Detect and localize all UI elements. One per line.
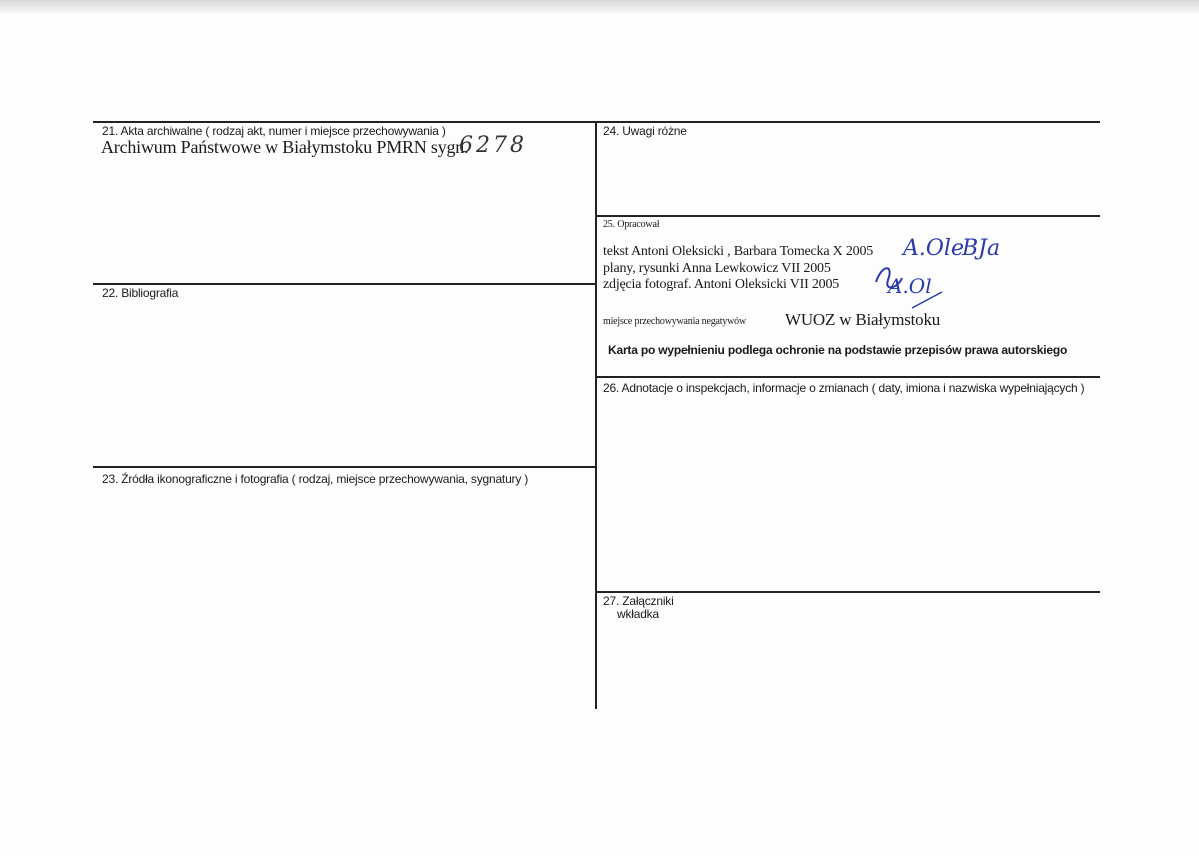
section-27-value: wkładka	[617, 607, 659, 621]
section-21-handwritten-number: 6278	[459, 133, 527, 158]
signature-3: A.Ol	[888, 274, 932, 298]
divider-27-top	[596, 591, 1100, 593]
signature-2: BJa	[962, 236, 1001, 261]
divider-26-top	[596, 376, 1100, 378]
divider-23-top	[93, 466, 596, 468]
section-23-label: 23. Źródła ikonograficzne i fotografia ( rodzaj, miejsce przechowywania, sygnatury )	[102, 472, 529, 486]
divider-21-top	[93, 121, 596, 123]
section-25-tekst: tekst Antoni Oleksicki , Barbara Tomecka X 2005	[603, 244, 874, 259]
signature-scribbles	[872, 258, 952, 318]
section-25-plany: plany, rysunki Anna Lewkowicz VII 2005	[603, 261, 831, 276]
divider-22-top	[93, 283, 596, 285]
section-25-label: 25. Opracował	[603, 219, 660, 230]
section-25-negatywy-label: miejsce przechowywania negatywów	[603, 316, 746, 327]
section-25-zdjecia: zdjęcia fotograf. Antoni Oleksicki VII 2005	[603, 277, 840, 292]
section-21-value: Archiwum Państwowe w Białymstoku PMRN sygn.	[101, 137, 469, 157]
section-27-label: 27. Załączniki	[603, 594, 674, 608]
section-24-label: 24. Uwagi różne	[603, 124, 687, 138]
section-25-negatywy-value: WUOZ w Białymstoku	[785, 310, 941, 329]
section-26-label: 26. Adnotacje o inspekcjach, informacje o zmianach ( daty, imiona i nazwiska wypełniających )	[603, 381, 1085, 395]
signature-1: A.Ole	[903, 236, 964, 261]
divider-25-top	[596, 215, 1100, 217]
divider-24-top	[596, 121, 1100, 123]
section-22-label: 22. Bibliografia	[102, 286, 179, 300]
scan-edge-shadow	[0, 0, 1199, 14]
copyright-notice: Karta po wypełnieniu podlega ochronie na podstawie przepisów prawa autorskiego	[608, 343, 1068, 357]
column-divider	[595, 121, 597, 709]
section-21-label: 21. Akta archiwalne ( rodzaj akt, numer i miejsce przechowywania )	[102, 124, 446, 138]
